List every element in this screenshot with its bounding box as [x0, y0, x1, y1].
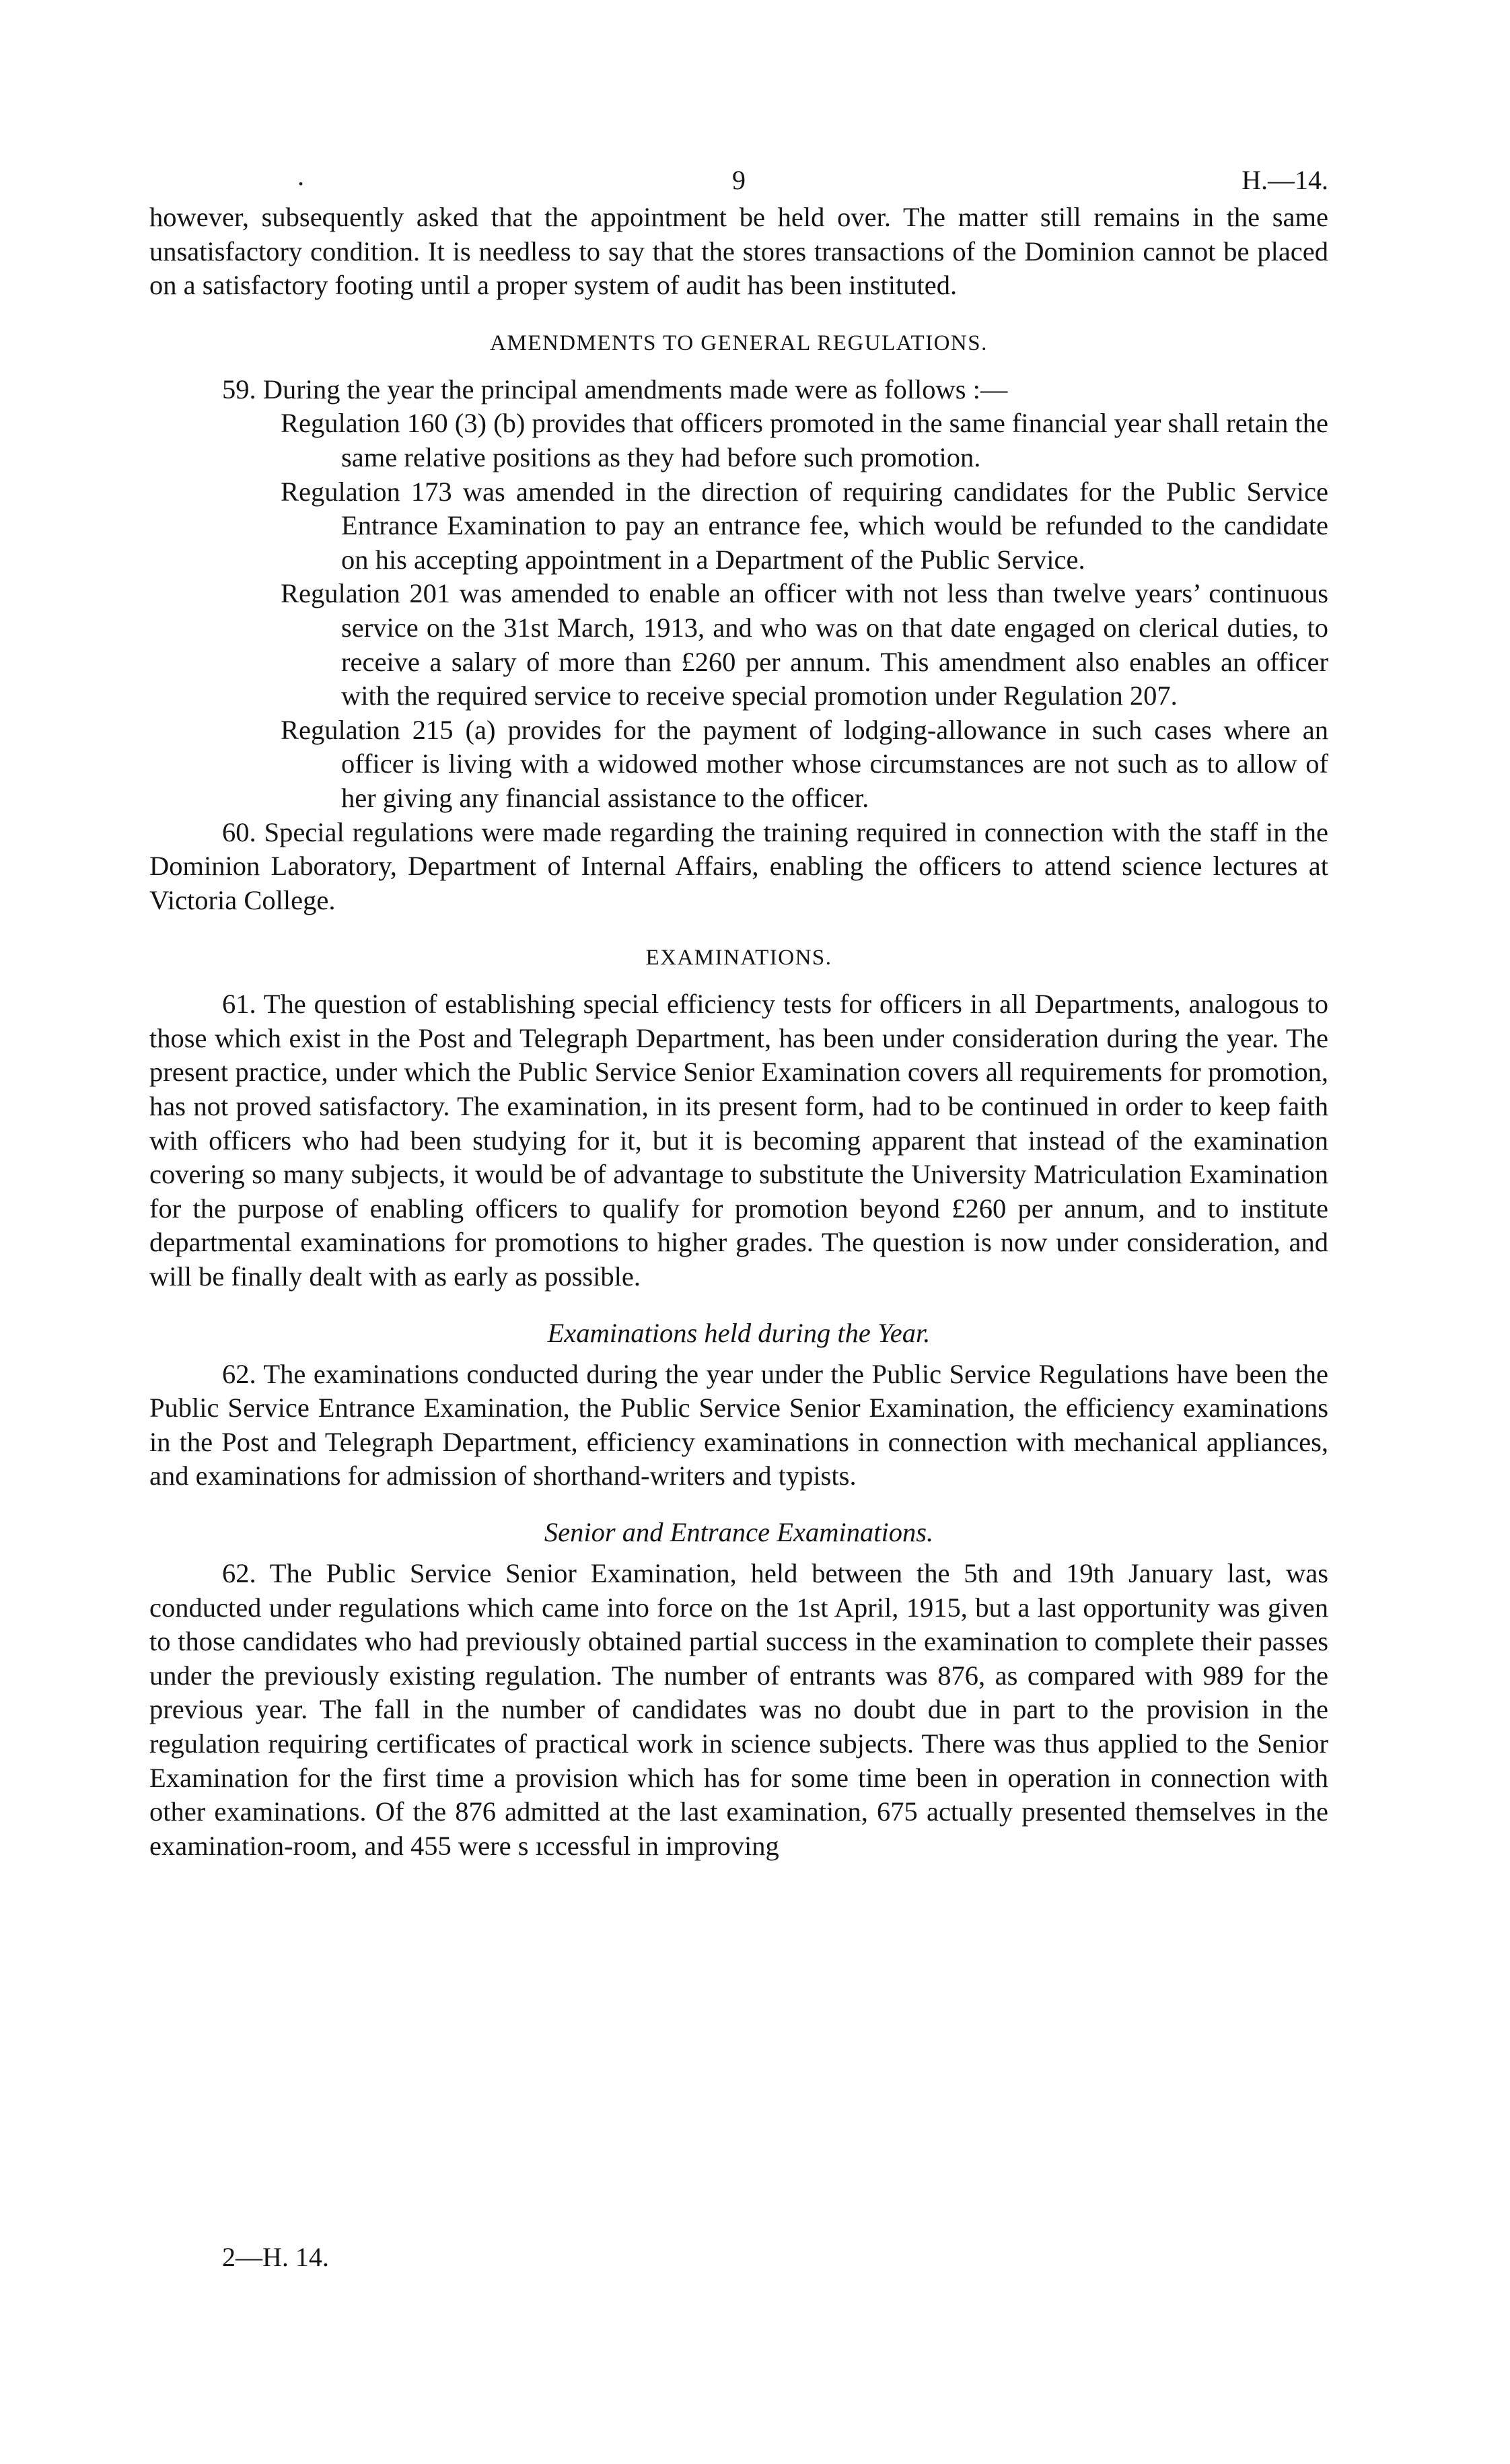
- paragraph-62: 62. The examinations conducted during the year under the Public Service Regulations have been the Public Service Entrance Examination, the Public Service Senior Examination, the efficiency examinations in the Post and Telegraph Department, efficiency examinations in connection with mechanical appliances, and examinations for admission of shorthand-writers and typists.: [149, 1358, 1328, 1491]
- heading-senior-entrance: Senior and Entrance Examinations.: [544, 1517, 934, 1547]
- heading-examinations: [149, 940, 1328, 975]
- paragraph-60: 60. Special regulations were made regarding the training required in connection with the staff in the Dominion Laboratory, Department of Internal Affairs, enabling the officers to attend science lectures at Victoria College.: [149, 816, 1328, 915]
- sheet-signature: 2—H. 14.: [222, 2242, 329, 2272]
- heading-examinations-text: EXAMINATIONS.: [645, 946, 832, 971]
- document-page: [149, 160, 1328, 1863]
- heading-amendments-text: AMENDMENTS TO GENERAL REGULATIONS.: [490, 330, 988, 355]
- regulation-215-item: Regulation 215 (a) provides for the payment of lodging-allowance in such cases where an officer is living with a widowed mother whose circumstances are not such as to allow of her giving any financial assistance to the officer.: [281, 714, 1328, 813]
- opening-paragraph: however, subsequently asked that the appointment be held over. The matter still remains in the same unsatisfactory condition. It is needless to say that the stores transactions of the Dominion cannot be placed on a satisfactory footing until a proper system of audit has been instituted.: [149, 202, 1328, 301]
- regulation-160-item: Regulation 160 (3) (b) provides that officers promoted in the same financial year shall retain the same relative positions as they had before such promotion.: [281, 408, 1328, 472]
- heading-examinations-held: Examinations held during the Year.: [547, 1317, 931, 1348]
- document-reference: H.—14.: [1242, 165, 1328, 195]
- heading-amendments: [149, 326, 1328, 361]
- paragraph-59: 59. During the year the principal amendments made were as follows :—: [222, 374, 1008, 404]
- running-header: [149, 160, 1328, 201]
- paragraph-62-senior: 62. The Public Service Senior Examination, held between the 5th and 19th January last, was conducted under regulations which came into force on the 1st April, 1915, but a last opportunity was given to those candidates who had previously obtained partial success in the examination to complete their passes under the previously existing regulation. The number of entrants was 876, as compared with 989 for the previous year. The fall in the number of candidates was no doubt due in part to the provision in the regulation requiring certificates of practical work in science subjects. There was thus applied to the Senior Examination for the first time a provision which has for some time been in operation in connection with other examinations. Of the 876 admitted at the last examination, 675 actually presented themselves in the examination-room, and 455 were s ıccessful in improving: [149, 1558, 1328, 1861]
- paragraph-61: 61. The question of establishing special efficiency tests for officers in all Departments, analogous to those which exist in the Post and Telegraph Department, has been under consideration during the year. The present practice, under which the Public Service Senior Examination covers all requirements for promotion, has not proved satisfactory. The examination, in its present form, had to be continued in order to keep faith with officers who had been studying for it, but it is becoming apparent that instead of the examination covering so many subjects, it would be of advantage to substitute the University Matriculation Examination for the purpose of enabling officers to qualify for promotion beyond £260 per annum, and to institute departmental examinations for promotions to higher grades. The question is now under consideration, and will be finally dealt with as early as possible.: [149, 989, 1328, 1292]
- header-mark: .: [297, 161, 304, 191]
- regulation-201-item: Regulation 201 was amended to enable an officer with not less than twelve years’ continuous service on the 31st March, 1913, and who was on that date engaged on clerical duties, to receive a salary of more than £260 per annum. This amendment also enables an officer with the required service to receive special promotion under Regulation 207.: [281, 578, 1328, 711]
- page-number: 9: [732, 165, 746, 195]
- regulation-173-item: Regulation 173 was amended in the direction of requiring candidates for the Public Service Entrance Examination to pay an entrance fee, which would be refunded to the candidate on his accepting appointment in a Department of the Public Service.: [281, 476, 1328, 575]
